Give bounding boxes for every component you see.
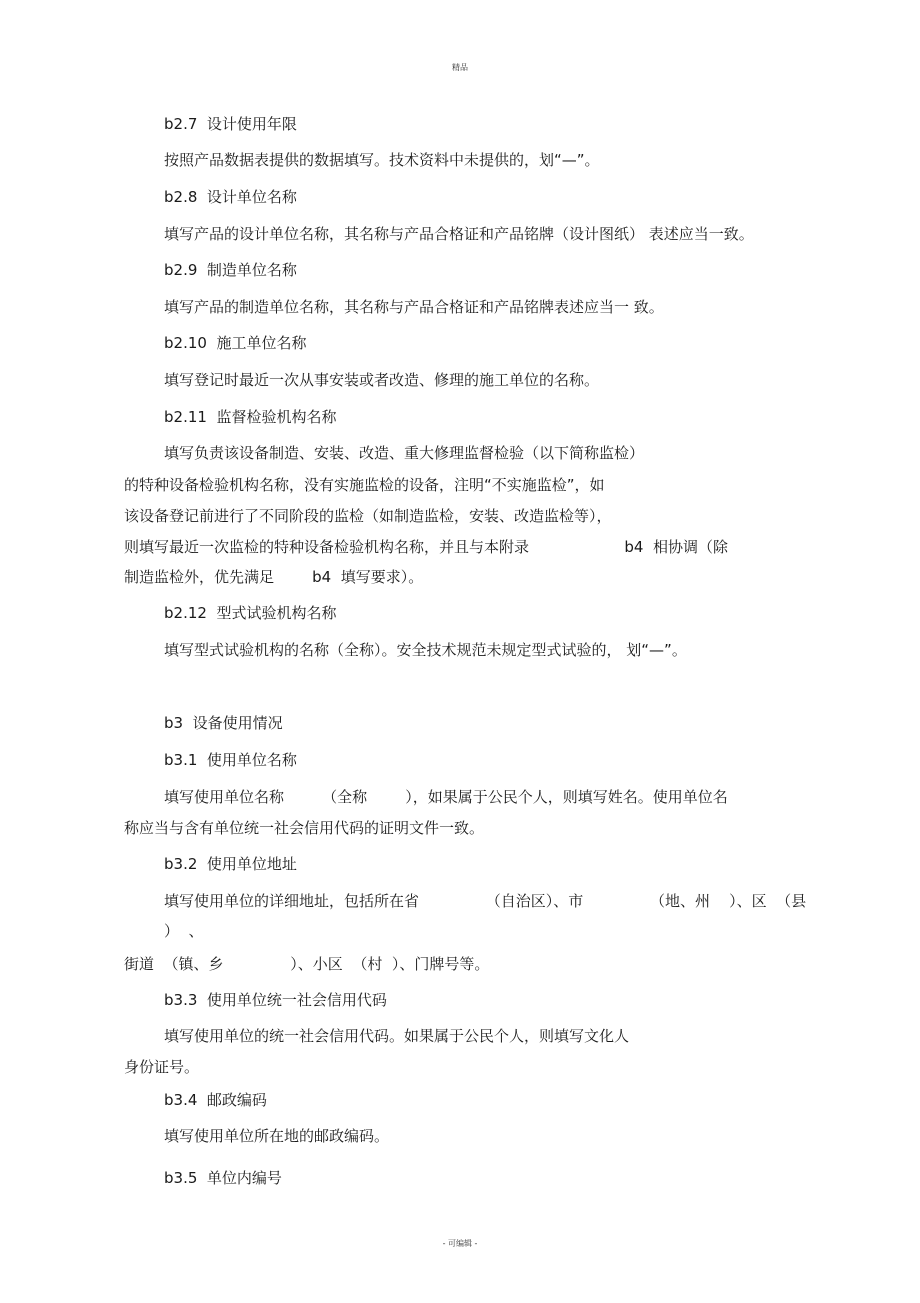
section-heading-b3: b3 设备使用情况 xyxy=(164,714,283,732)
paragraph-b2-11-line-3: 该设备登记前进行了不同阶段的监检（如制造监检，安装、改造监检等）， xyxy=(124,507,612,525)
section-heading-b3-1: b3.1 使用单位名称 xyxy=(164,751,297,769)
paragraph-b3-1-line-2: 称应当与含有单位统一社会信用代码的证明文件一致。 xyxy=(124,819,485,837)
paragraph-b3-2-line-3: 街道 （镇、乡 ）、小区 （村 ）、门牌号等。 xyxy=(124,955,490,973)
paragraph-b2-11-line-1: 填写负责该设备制造、安装、改造、重大修理监督检验（以下简称监检） xyxy=(164,444,645,462)
section-heading-b3-2: b3.2 使用单位地址 xyxy=(164,855,297,873)
section-heading-b3-4: b3.4 邮政编码 xyxy=(164,1091,267,1109)
paragraph-b2-9: 填写产品的制造单位名称，其名称与产品合格证和产品铭牌表述应当一 致。 xyxy=(164,298,664,316)
page-footer: - 可编辑 - xyxy=(442,1239,478,1248)
page-header: 精品 xyxy=(452,63,468,72)
paragraph-b3-1-line-1: 填写使用单位名称 （全称 ），如果属于公民个人，则填写姓名。使用单位名 xyxy=(164,788,728,806)
section-heading-b2-11: b2.11 监督检验机构名称 xyxy=(164,408,337,426)
section-heading-b2-12: b2.12 型式试验机构名称 xyxy=(164,604,337,622)
paragraph-b3-2-line-1: 填写使用单位的详细地址，包括所在省 （自治区）、市 （地、州 ）、区 （县 xyxy=(164,892,807,910)
paragraph-b2-12: 填写型式试验机构的名称（全称）。安全技术规范未规定型式试验的， 划“—”。 xyxy=(164,641,687,659)
section-heading-b2-7: b2.7 设计使用年限 xyxy=(164,115,297,133)
paragraph-b3-3-line-2: 身份证号。 xyxy=(124,1058,200,1076)
paragraph-b2-7: 按照产品数据表提供的数据填写。技术资料中未提供的，划“—”。 xyxy=(164,151,600,169)
section-heading-b2-10: b2.10 施工单位名称 xyxy=(164,334,307,352)
paragraph-b2-8: 填写产品的设计单位名称，其名称与产品合格证和产品铭牌（设计图纸） 表述应当一致。 xyxy=(164,225,754,243)
section-heading-b3-3: b3.3 使用单位统一社会信用代码 xyxy=(164,991,387,1009)
paragraph-b2-10: 填写登记时最近一次从事安装或者改造、修理的施工单位的名称。 xyxy=(164,371,600,389)
paragraph-b2-11-line-5: 制造监检外，优先满足 b4 填写要求）。 xyxy=(124,568,424,586)
section-heading-b3-5: b3.5 单位内编号 xyxy=(164,1169,282,1187)
paragraph-b3-3-line-1: 填写使用单位的统一社会信用代码。如果属于公民个人，则填写文化人 xyxy=(164,1027,630,1045)
paragraph-b3-4: 填写使用单位所在地的邮政编码。 xyxy=(164,1127,390,1145)
paragraph-b2-11-line-4: 则填写最近一次监检的特种设备检验机构名称，并且与本附录 b4 相协调（除 xyxy=(124,538,728,556)
section-heading-b2-8: b2.8 设计单位名称 xyxy=(164,188,297,206)
section-heading-b2-9: b2.9 制造单位名称 xyxy=(164,261,297,279)
paragraph-b3-2-line-2: ） 、 xyxy=(164,922,204,940)
paragraph-b2-11-line-2: 的特种设备检验机构名称，没有实施监检的设备，注明“不实施监检”，如 xyxy=(124,476,605,494)
